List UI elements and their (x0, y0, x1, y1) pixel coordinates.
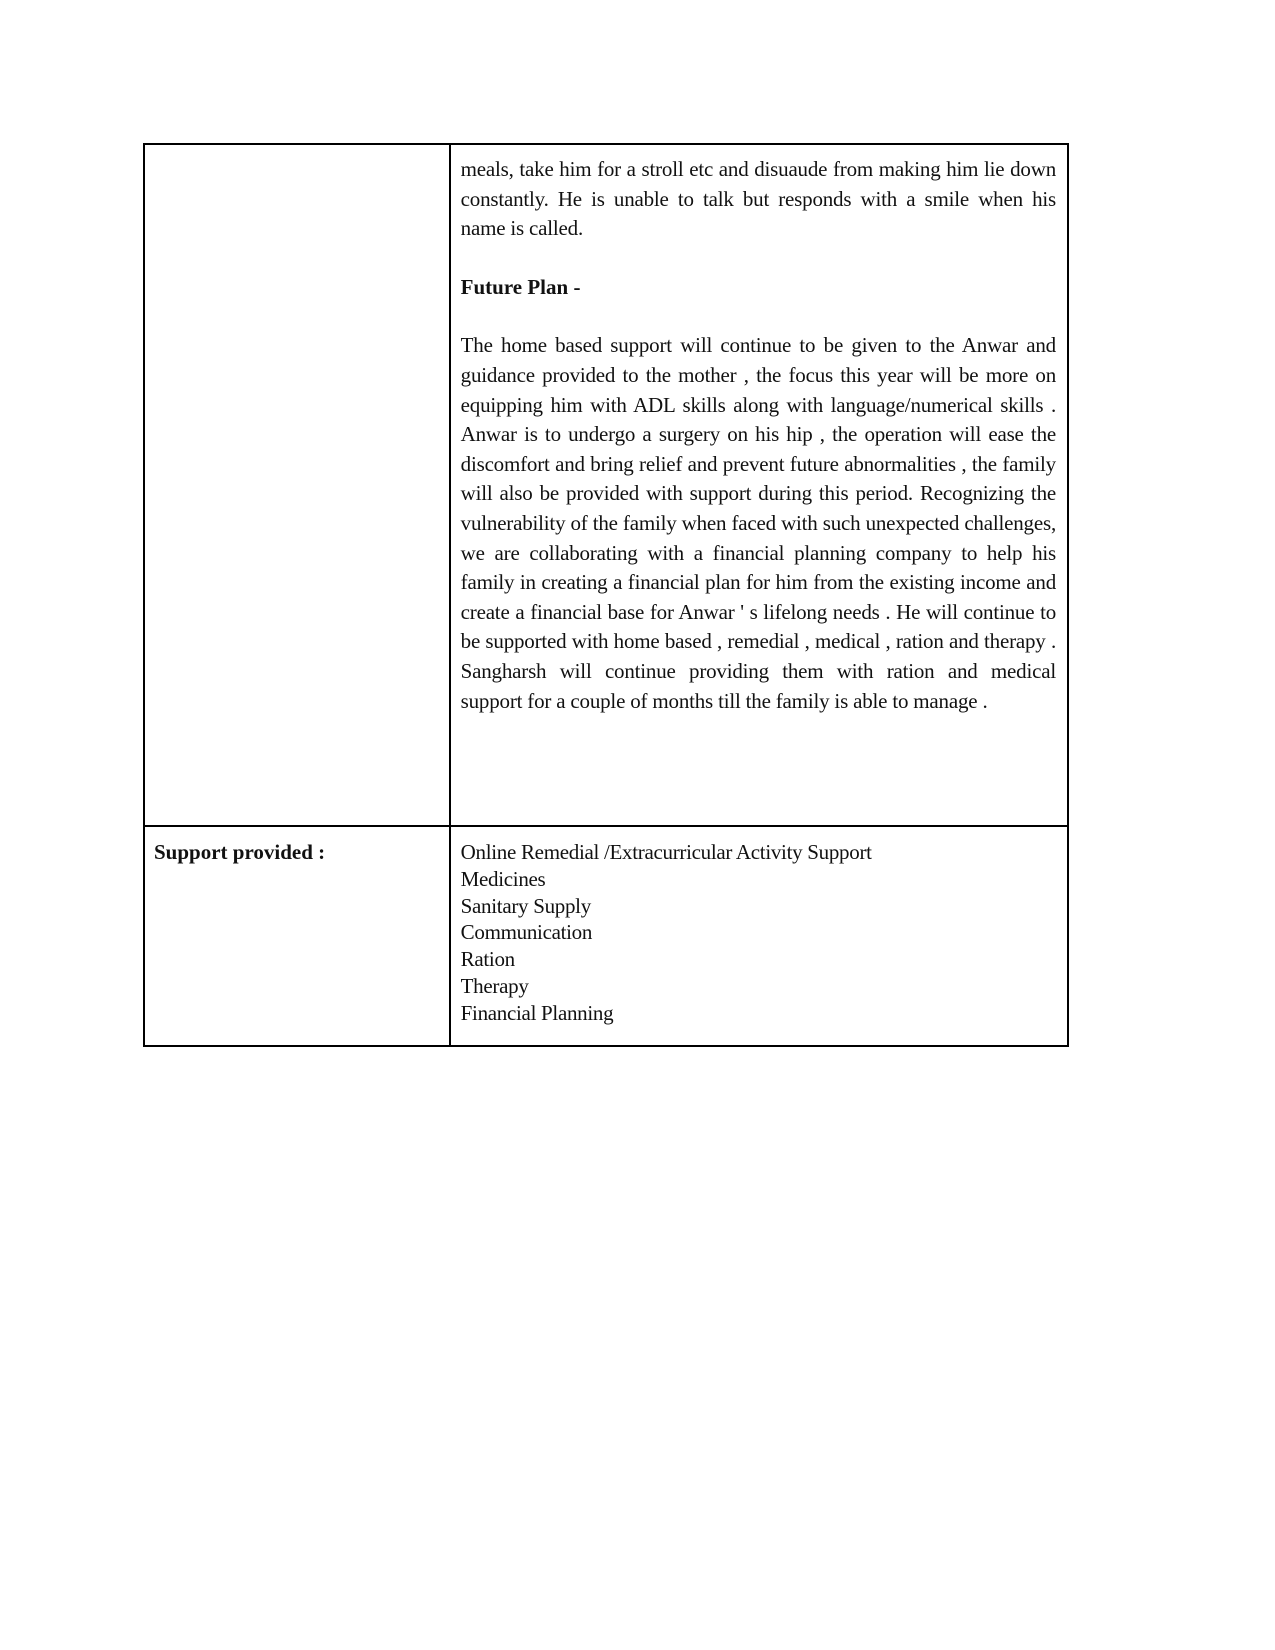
table-row-support (144, 826, 1068, 1046)
future-plan-paragraph: The home based support will continue to be given to the Anwar and guidance provided to the mother , the focus this year will be more on equipping him with ADL skills along with language/numerical skills . Anwar is to undergo a surgery on his hip , the operation will ease the discomfort and bring relief and prevent future abnormalities , the family will also be provided with support during this period. Recognizing the vulnerability of the family when faced with such unexpected challenges, we are collaborating with a financial planning company to help his family in creating a financial plan for him from the existing income and create a financial base for Anwar ' s lifelong needs . He will continue to be supported with home based , remedial , medical , ration and therapy . Sangharsh will continue providing them with ration and medical support for a couple of months till the family is able to manage . (460, 333, 1056, 713)
case-report-table (143, 143, 1069, 1047)
list-item: Financial Planning (460, 1000, 614, 1025)
table-row-progress (144, 144, 1068, 826)
list-item: Communication (460, 920, 593, 945)
support-list (461, 839, 1057, 1027)
progress-notes-cell (450, 144, 1068, 826)
support-label-cell (144, 826, 450, 1046)
list-item: Sanitary Supply (460, 893, 591, 918)
list-item: Online Remedial /Extracurricular Activity Support (460, 840, 872, 864)
list-item: Ration (460, 947, 515, 972)
continuation-paragraph: meals, take him for a stroll etc and disuaude from making him lie down constantly. He is unable to talk but responds with a smile when his name is called. (460, 157, 1056, 241)
support-list-cell (450, 826, 1068, 1046)
list-item: Therapy (460, 973, 529, 998)
left-cell-empty (144, 144, 450, 826)
support-provided-label: Support provided : (154, 840, 326, 864)
future-plan-heading: Future Plan - (460, 274, 581, 299)
list-item: Medicines (460, 866, 546, 891)
